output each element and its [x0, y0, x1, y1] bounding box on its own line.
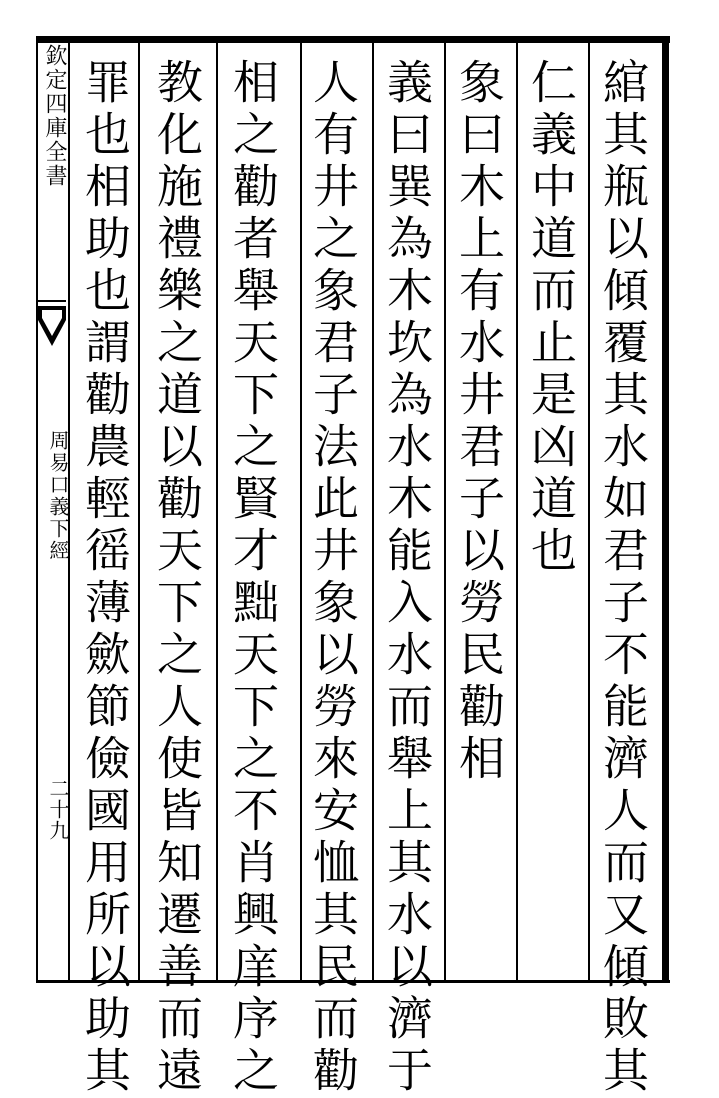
- frame-top-border: [36, 36, 670, 43]
- text-column: 相之勸者舉天下之賢才黜天下之不肖興庠序之: [226, 58, 280, 1098]
- column-divider: [444, 43, 446, 980]
- column-divider: [216, 43, 218, 980]
- text-column: 綰其瓶以傾覆其水如君子不能濟人而又傾敗其: [596, 58, 650, 1098]
- frame-right-border: [662, 36, 669, 983]
- column-divider: [588, 43, 590, 980]
- column-divider: [372, 43, 374, 980]
- text-column: 仁義中道而止是凶道也: [524, 58, 578, 578]
- column-divider: [138, 43, 140, 980]
- page-number: 二十九: [46, 778, 70, 841]
- text-column: 人有井之象君子法此井象以勞來安恤其民而勸: [306, 58, 360, 1098]
- margin-rule: [36, 300, 66, 302]
- column-divider: [300, 43, 302, 980]
- text-column: 教化施禮樂之道以勸天下之人使皆知遷善而遠: [150, 58, 204, 1098]
- fishtail-mark-icon: [38, 306, 66, 346]
- chapter-title: 周易口義下經: [46, 430, 70, 562]
- book-title: 欽定四庫全書: [42, 44, 67, 188]
- column-divider: [516, 43, 518, 980]
- text-column: 象曰木上有水井君子以勞民勸相: [452, 58, 506, 786]
- text-column: 罪也相助也謂勸農輕徭薄歛節儉國用所以助其: [78, 58, 132, 1098]
- frame-left-border: [36, 36, 38, 983]
- text-column: 義曰巽為木坎為水木能入水而舉上其水以濟于: [380, 58, 434, 1098]
